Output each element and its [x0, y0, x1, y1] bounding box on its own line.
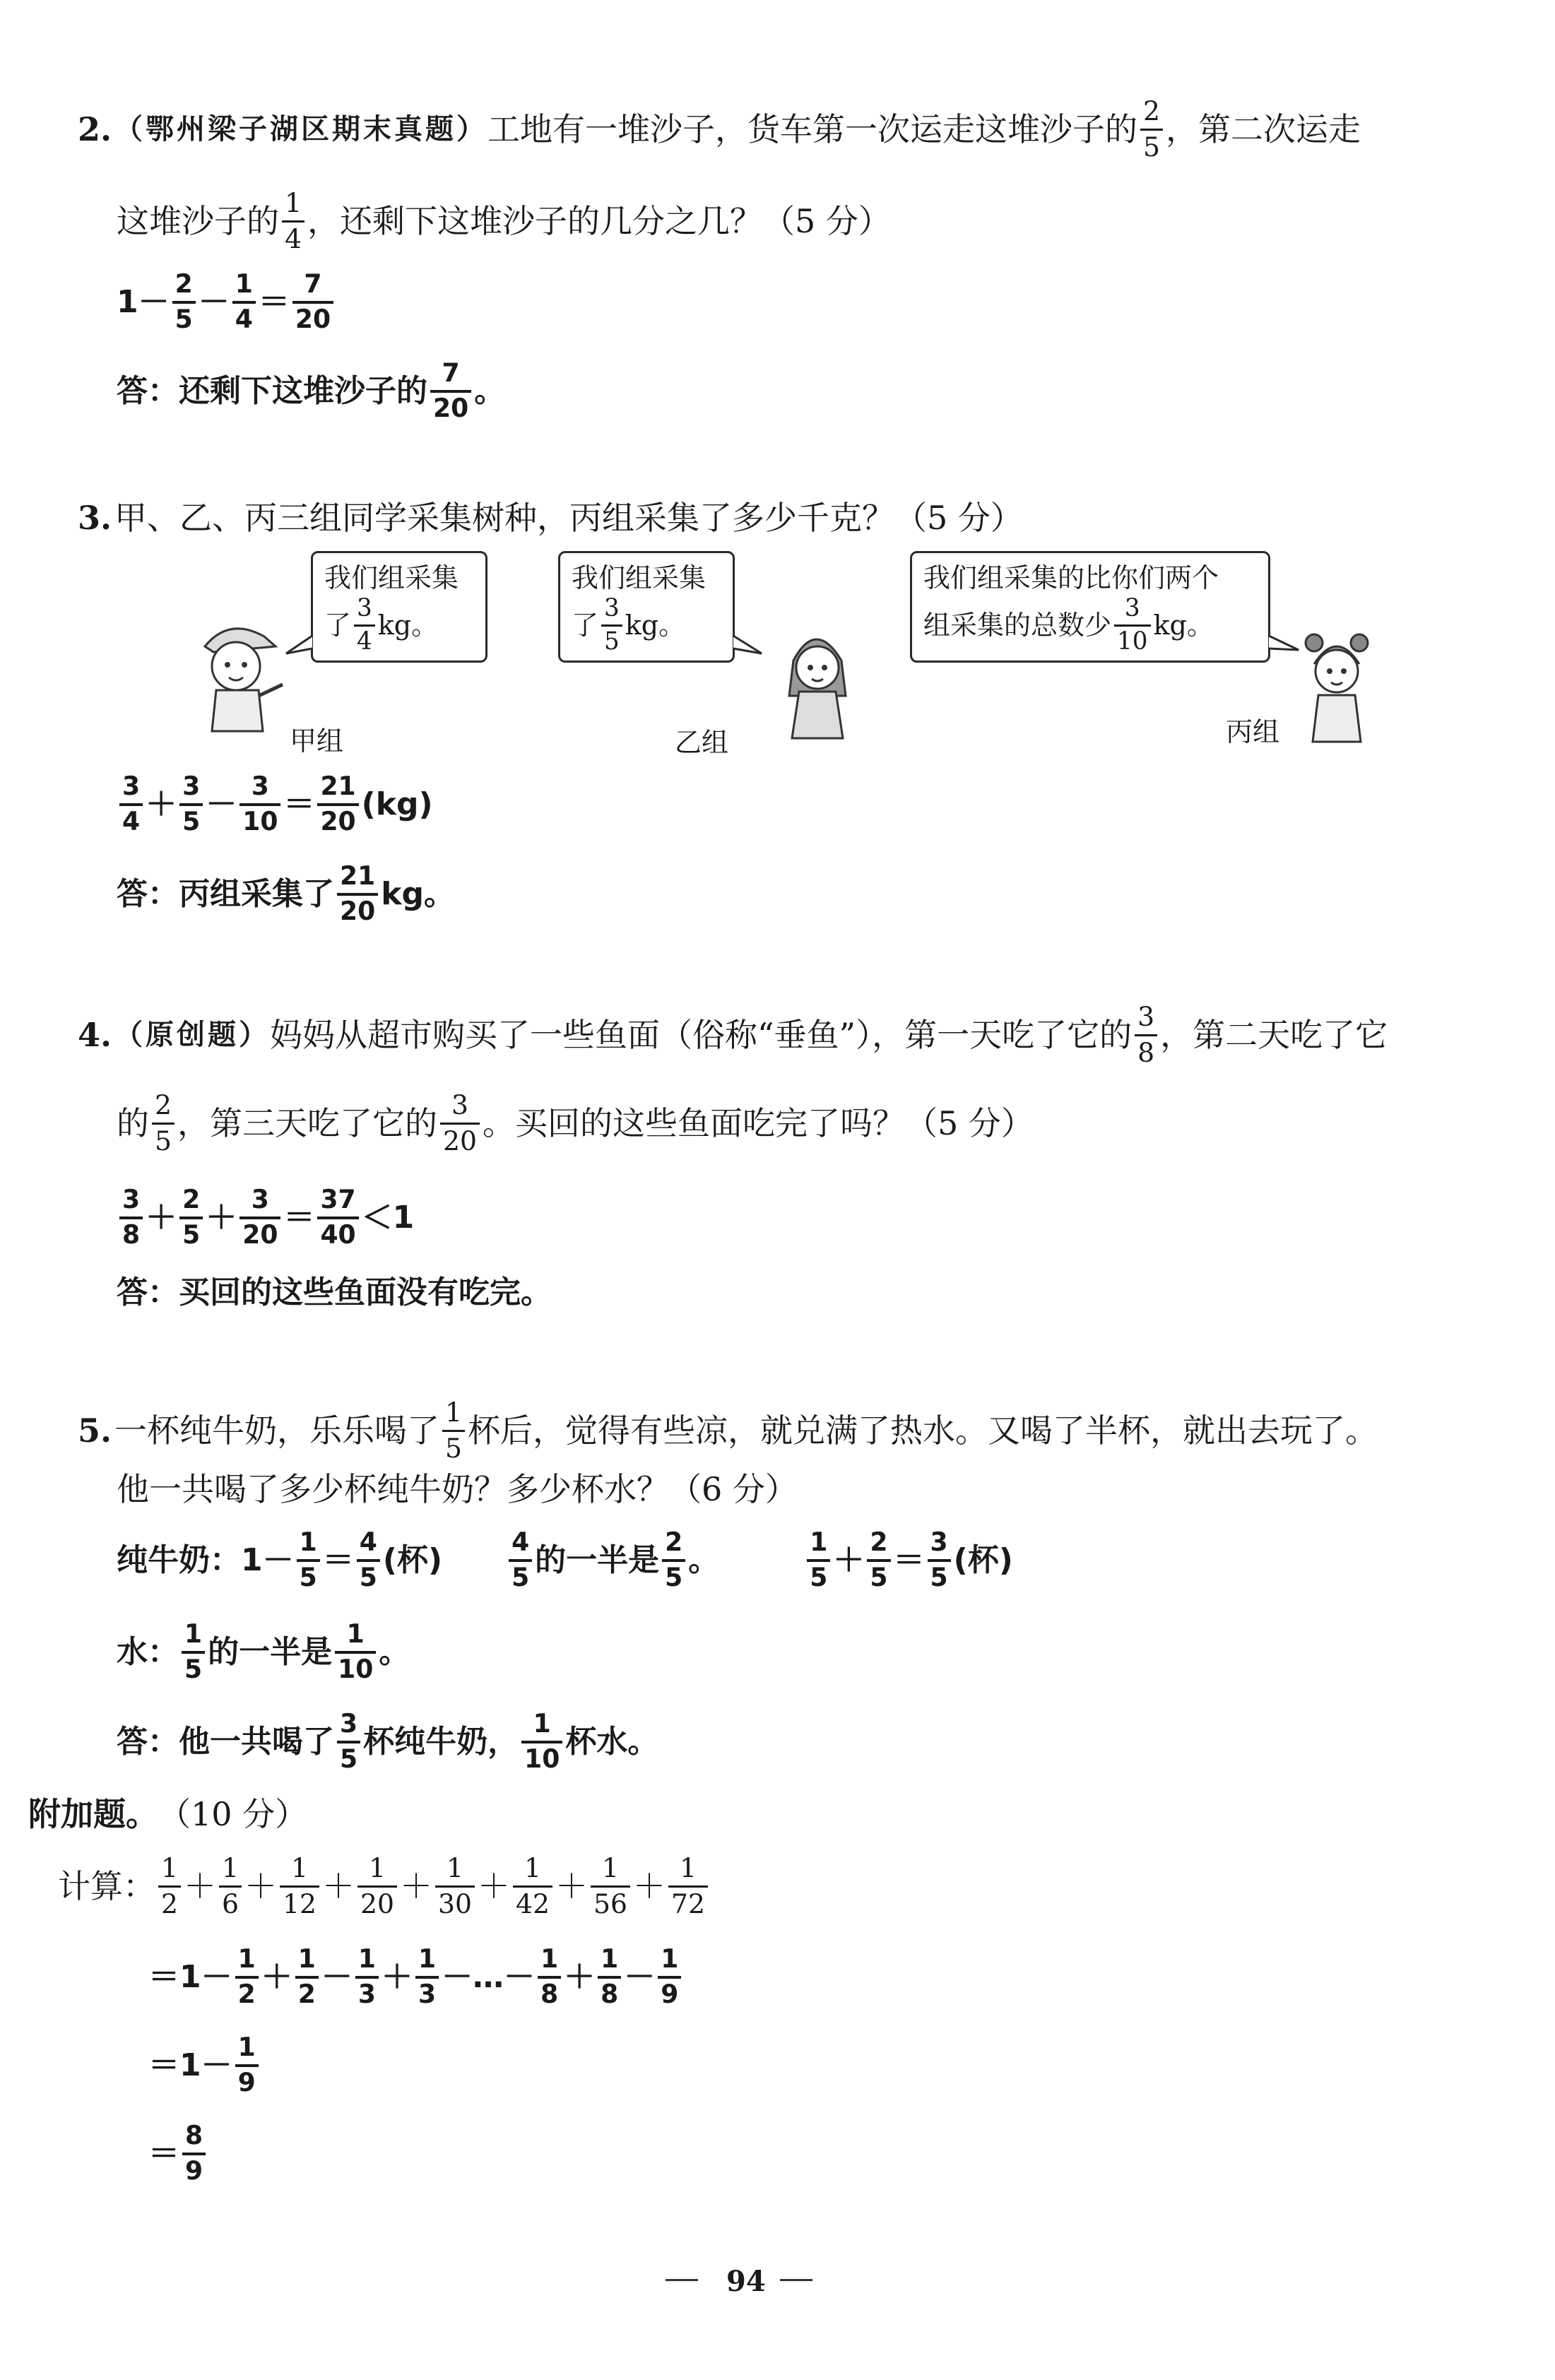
q3-answer: 答：丙组采集了 $\frac{21}{20}$ kg。: [117, 861, 455, 926]
fraction: $\frac{1}{4}$: [282, 189, 305, 253]
speech-bubble-jia: 我们组采集 了 $\frac{3}{4}$ kg。: [311, 551, 487, 663]
fraction: $\frac{1}{8}$: [598, 1946, 621, 2008]
fraction: $\frac{3}{20}$: [240, 1187, 280, 1249]
q2-line1: 2. （鄂州梁子湖区期末真题） 工地有一堆沙子，货车第一次运走这堆沙子的 $\frac{2}{5}$ ，第二次运走: [78, 95, 1361, 162]
fraction: $\frac{2}{5}$: [172, 271, 196, 333]
page-number: 94: [726, 2265, 766, 2298]
fraction: $\frac{2}{5}$: [662, 1529, 685, 1592]
fraction: $\frac{1}{9}$: [235, 2035, 259, 2097]
fraction: $\frac{1}{5}$: [182, 1621, 205, 1683]
speech-bubble-yi: 我们组采集 了 $\frac{3}{5}$ kg。: [558, 551, 735, 663]
bonus-step-2: ＝1－ $\frac{1}{9}$: [148, 2035, 261, 2097]
q2-line2: 这堆沙子的 $\frac{1}{4}$ ，还剩下这堆沙子的几分之几？（5 分）: [117, 187, 891, 254]
fraction: $\frac{4}{5}$: [357, 1529, 380, 1592]
fraction: $\frac{3}{5}$: [179, 774, 203, 836]
fraction: $\frac{1}{30}$: [435, 1854, 475, 1918]
fraction: $\frac{1}{10}$: [335, 1621, 376, 1683]
fraction: $\frac{1}{20}$: [357, 1854, 397, 1918]
group-label-bing: 丙组: [1226, 716, 1280, 747]
fraction: $\frac{1}{9}$: [658, 1946, 681, 2008]
q5-water-calc: 水： $\frac{1}{5}$ 的一半是 $\frac{1}{10}$ 。: [117, 1619, 410, 1684]
fraction: $\frac{1}{56}$: [591, 1854, 630, 1918]
fraction: $\frac{1}{4}$: [232, 271, 256, 333]
fraction: $\frac{3}{10}$: [240, 774, 280, 836]
group-label-yi: 乙组: [675, 727, 729, 758]
fraction: $\frac{2}{5}$: [1140, 97, 1163, 161]
fraction: $\frac{1}{2}$: [235, 1946, 259, 2008]
fraction: $\frac{1}{3}$: [355, 1946, 379, 2008]
fraction: $\frac{3}{4}$: [354, 596, 375, 655]
fraction: $\frac{2}{5}$: [179, 1187, 203, 1249]
fraction: $\frac{3}{5}$: [928, 1529, 951, 1592]
fraction: $\frac{8}{9}$: [182, 2123, 206, 2185]
fraction: $\frac{3}{8}$: [1135, 1003, 1157, 1067]
fraction: $\frac{1}{12}$: [280, 1854, 319, 1918]
fraction: $\frac{3}{5}$: [601, 596, 622, 655]
bonus-title: 附加题。 （10 分）: [28, 1795, 308, 1833]
fraction: $\frac{3}{8}$: [119, 1187, 143, 1249]
fraction: $\frac{4}{5}$: [509, 1529, 532, 1592]
fraction: $\frac{1}{8}$: [538, 1946, 561, 2008]
q2-answer: 答：还剩下这堆沙子的 $\frac{7}{20}$ 。: [117, 358, 506, 423]
fraction: $\frac{2}{5}$: [867, 1529, 890, 1592]
q4-answer: 答：买回的这些鱼面没有吃完。: [117, 1274, 552, 1310]
q4-number: 4.: [78, 1016, 112, 1055]
page-number-dash-right: [780, 2279, 812, 2281]
q4-line1: 4. （原创题） 妈妈从超市购买了一些鱼面（俗称“垂鱼”），第一天吃了它的 $\frac{3}{8}$ ，第二天吃了它: [78, 1001, 1388, 1068]
q3-line1: 3. 甲、乙、丙三组同学采集树种，丙组采集了多少千克？（5 分）: [78, 499, 1023, 537]
fraction: $\frac{1}{72}$: [668, 1854, 708, 1918]
group-label-jia: 甲组: [290, 726, 344, 757]
q3-number: 3.: [78, 499, 112, 537]
q5-line2: 他一共喝了多少杯纯牛奶？多少杯水？（6 分）: [117, 1470, 798, 1508]
q4-calculation: $\frac{3}{8}$ ＋ $\frac{2}{5}$ ＋ $\frac{3}{20}$ ＝ $\frac{37}{40}$ ＜1: [117, 1187, 414, 1249]
q5-number: 5.: [78, 1411, 112, 1450]
q3-calculation: $\frac{3}{4}$ ＋ $\frac{3}{5}$ － $\frac{3}{10}$ ＝ $\frac{21}{20}$ (kg): [117, 774, 433, 836]
page-number-dash-left: [666, 2279, 698, 2281]
fraction: $\frac{2}{5}$: [152, 1091, 175, 1155]
q5-answer: 答：他一共喝了 $\frac{3}{5}$ 杯纯牛奶， $\frac{1}{10}$ 杯水。: [117, 1709, 659, 1774]
fraction: $\frac{1}{3}$: [415, 1946, 439, 2008]
fraction: $\frac{3}{5}$: [337, 1711, 360, 1773]
girl-illustration-yi: [767, 611, 865, 745]
fraction: $\frac{1}{5}$: [442, 1399, 465, 1462]
fraction: $\frac{37}{40}$: [317, 1187, 358, 1249]
boy-illustration: [185, 611, 291, 745]
fraction: $\frac{1}{42}$: [513, 1854, 552, 1918]
q2-number: 2.: [78, 110, 112, 149]
q2-calculation: 1－ $\frac{2}{5}$ － $\frac{1}{4}$ ＝ $\frac{7}{20}$: [117, 271, 336, 333]
fraction: $\frac{1}{6}$: [219, 1854, 242, 1918]
q4-source-tag: （原创题）: [114, 1018, 271, 1052]
girl-illustration-bing: [1286, 615, 1385, 749]
fraction: $\frac{1}{5}$: [807, 1529, 830, 1592]
q5-line1: 5. 一杯纯牛奶，乐乐喝了 $\frac{1}{5}$ 杯后，觉得有些凉，就兑满了热水。又喝了半杯，就出去玩了。: [78, 1397, 1378, 1464]
bonus-expression: 计算： $\frac{1}{2}$ ＋ $\frac{1}{6}$ ＋ $\frac{1}{12}$ ＋ $\frac{1}{20}$ ＋ $\frac{1}{30}$ ＋ $\frac{1}{42}$ ＋ $\frac{1}{56}$ ＋ $\frac{1}{72}$: [58, 1854, 711, 1918]
fraction: $\frac{21}{20}$: [337, 863, 378, 925]
q5-milk-calc: 纯牛奶：1－ $\frac{1}{5}$ ＝ $\frac{4}{5}$ (杯) $\frac{4}{5}$ 的一半是 $\frac{2}{5}$ 。 $\frac{1}{5}$ ＋ $\frac{2}{5}$ ＝ $\frac{3}{5}$ (杯): [117, 1527, 1013, 1592]
speech-bubble-bing: 我们组采集的比你们两个 组采集的总数少 $\frac{3}{10}$ kg。: [910, 551, 1270, 663]
fraction: $\frac{7}{20}$: [292, 271, 333, 333]
bonus-step-3: ＝ $\frac{8}{9}$: [148, 2123, 208, 2185]
fraction: $\frac{21}{20}$: [317, 774, 358, 836]
q2-source-tag: （鄂州梁子湖区期末真题）: [114, 112, 488, 146]
fraction: $\frac{3}{20}$: [440, 1091, 480, 1155]
fraction: $\frac{7}{20}$: [430, 360, 471, 422]
fraction: $\frac{1}{5}$: [297, 1529, 320, 1592]
fraction: $\frac{1}{2}$: [158, 1854, 181, 1918]
fraction: $\frac{3}{10}$: [1114, 596, 1151, 655]
q4-line2: 的 $\frac{2}{5}$ ，第三天吃了它的 $\frac{3}{20}$ 。买回的这些鱼面吃完了吗？（5 分）: [117, 1089, 1034, 1156]
fraction: $\frac{1}{10}$: [521, 1711, 562, 1773]
fraction: $\frac{3}{4}$: [119, 774, 143, 836]
fraction: $\frac{1}{2}$: [295, 1946, 319, 2008]
bonus-step-1: ＝1－ $\frac{1}{2}$ ＋ $\frac{1}{2}$ － $\frac{1}{3}$ ＋ $\frac{1}{3}$ －…－ $\frac{1}{8}$ ＋ $\frac{1}{8}$ － $\frac{1}{9}$: [148, 1946, 684, 2008]
